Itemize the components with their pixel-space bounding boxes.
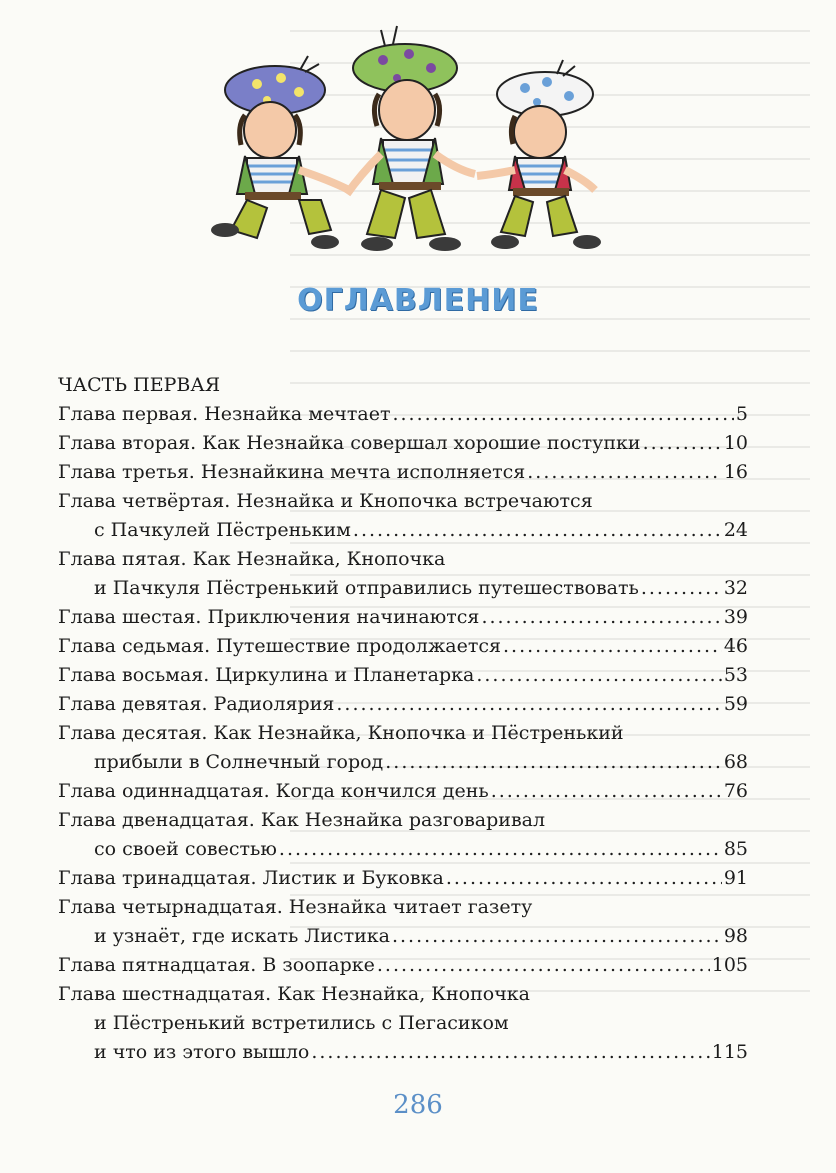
toc-entry[interactable] (58, 719, 748, 777)
leader-dots (503, 632, 722, 661)
page-title: ОГЛАВЛЕНИЕ (297, 283, 539, 318)
leader-dots (641, 574, 722, 603)
page-ref: 10 (723, 432, 748, 454)
toc-entry[interactable] (58, 603, 748, 632)
entry-text: Глава шестнадцатая. Как Незнайка, Кнопочка (58, 983, 530, 1005)
entry-text: Глава десятая. Как Незнайка, Кнопочка и Пёстренький (58, 722, 624, 744)
page-ref: 16 (723, 461, 748, 483)
character-right (477, 60, 601, 249)
entry-text: Глава восьмая. Циркулина и Планетарка (58, 664, 475, 686)
page-ref: 46 (723, 635, 748, 657)
page-ref: 85 (723, 838, 748, 860)
page-ref: 5 (735, 403, 748, 425)
entry-text: Глава четырнадцатая. Незнайка читает газету (58, 896, 533, 918)
leader-dots (476, 661, 721, 690)
leader-dots (392, 922, 722, 951)
leader-dots (527, 458, 722, 487)
toc-entry[interactable] (58, 980, 748, 1067)
entry-text: Глава тринадцатая. Листик и Буковка (58, 867, 444, 889)
page-ref: 115 (711, 1041, 748, 1063)
entry-text: Глава первая. Незнайка мечтает (58, 403, 391, 425)
toc-entry[interactable] (58, 893, 748, 951)
leader-dots (279, 835, 722, 864)
page-ref: 105 (711, 954, 748, 976)
entry-text: с Пачкулей Пёстреньким (94, 519, 351, 541)
leader-dots (311, 1038, 709, 1067)
entry-text: Глава двенадцатая. Как Незнайка разговаривал (58, 809, 546, 831)
entry-text: прибыли в Солнечный город (94, 751, 384, 773)
toc-entry[interactable] (58, 690, 748, 719)
page-ref: 59 (723, 693, 748, 715)
part-heading: ЧАСТЬ ПЕРВАЯ (58, 374, 221, 396)
toc-entry[interactable] (58, 777, 748, 806)
toc-entry[interactable] (58, 487, 748, 545)
page-ref: 98 (723, 925, 748, 947)
entry-text: и узнаёт, где искать Листика (94, 925, 390, 947)
page-ref: 39 (723, 606, 748, 628)
leader-dots (353, 516, 722, 545)
leader-dots (643, 429, 722, 458)
page-ref: 32 (723, 577, 748, 599)
leader-dots (491, 777, 722, 806)
toc-entry[interactable] (58, 429, 748, 458)
toc-entry[interactable] (58, 545, 748, 603)
entry-text: Глава пятнадцатая. В зоопарке (58, 954, 375, 976)
page-ref: 24 (723, 519, 748, 541)
page-ref: 53 (723, 664, 748, 686)
leader-dots (385, 748, 722, 777)
entry-text: Глава одиннадцатая. Когда кончился день (58, 780, 489, 802)
toc-entry[interactable] (58, 458, 748, 487)
leader-dots (446, 864, 722, 893)
entry-text: Глава девятая. Радиолярия (58, 693, 335, 715)
character-middle (347, 26, 475, 251)
toc-entry[interactable] (58, 661, 748, 690)
toc-entry[interactable] (58, 632, 748, 661)
entry-text: и Пёстренький встретились с Пегасиком (94, 1012, 509, 1034)
leader-dots (336, 690, 721, 719)
toc-entry[interactable] (58, 864, 748, 893)
page-ref: 91 (723, 867, 748, 889)
leader-dots (377, 951, 710, 980)
character-left (211, 56, 349, 249)
toc-entry[interactable] (58, 806, 748, 864)
entry-text: Глава шестая. Приключения начинаются (58, 606, 480, 628)
entry-text: и Пачкуля Пёстренький отправились путешествовать (94, 577, 639, 599)
table-of-contents (58, 371, 748, 1067)
entry-text: Глава вторая. Как Незнайка совершал хорошие поступки (58, 432, 641, 454)
entry-text: и что из этого вышло (94, 1041, 310, 1063)
entry-text: Глава седьмая. Путешествие продолжается (58, 635, 502, 657)
page-number: 286 (393, 1090, 443, 1120)
page-ref: 76 (723, 780, 748, 802)
entry-text: Глава третья. Незнайкина мечта исполняется (58, 461, 526, 483)
three-characters-illustration (195, 20, 615, 260)
leader-dots (392, 400, 733, 429)
toc-entry[interactable] (58, 400, 748, 429)
leader-dots (481, 603, 721, 632)
entry-text: со своей совестью (94, 838, 277, 860)
entry-text: Глава пятая. Как Незнайка, Кнопочка (58, 548, 446, 570)
toc-entry[interactable] (58, 951, 748, 980)
entry-text: Глава четвёртая. Незнайка и Кнопочка встречаются (58, 490, 593, 512)
page-ref: 68 (723, 751, 748, 773)
